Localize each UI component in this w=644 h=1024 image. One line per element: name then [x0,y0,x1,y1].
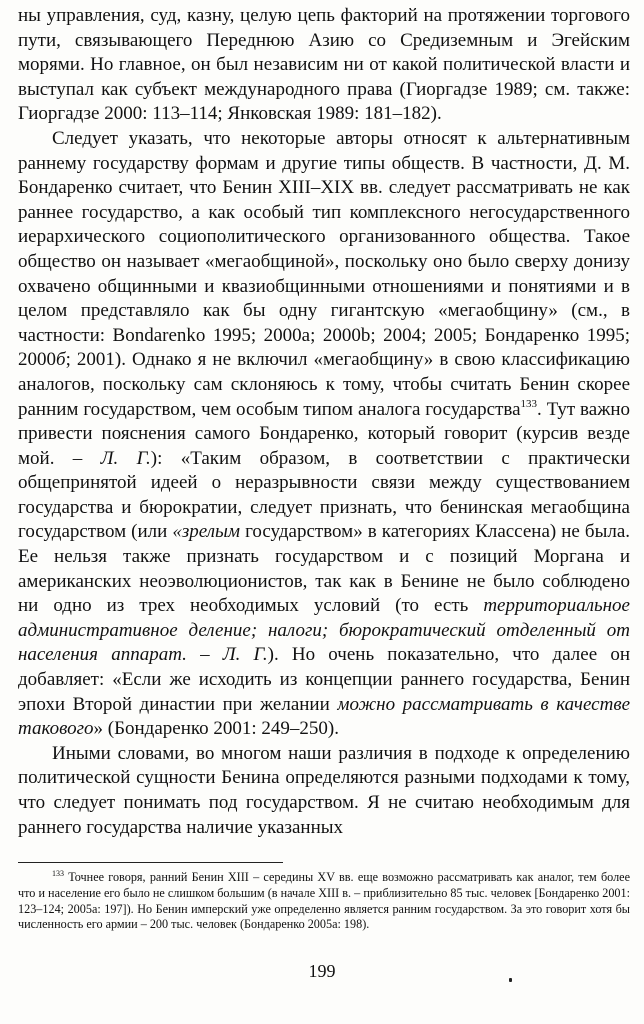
text-run: Следует указать, что некоторые авторы относят к альтернативным раннему государству формам и другие типы обществ. В частности, Д. М. Бондаренко считает, что Бенин XIII–XIX вв. следует рассматривать не как раннее государство, а как особый тип комплексного негосударственного иерархического социополитического организованного общества. Такое общество он называет «мегаобщиной», поскольку оно было сверху донизу охвачено общинными и квазиобщинными отношениями и понятиями и в целом представляло как бы одну гигантскую «мегаобщину» (см., в частности: Bondarenko 1995; 2000a; 2000b; 2004; 2005; Бондаренко 1995; 2000 [18,127,630,371]
text-run: государством» в категориях Классена) не была. Ее нельзя также признать государством и с позиций Моргана и американских неоэволюционистов, так как в Бенине не было соблюдено ни одно из трех необходимых условий (то есть [18,521,631,617]
italic-run: территориальное административное деление; налоги; бюрократический отделенный от населения аппарат. – Л. Г. [18,595,630,666]
footnote-reference: 133 [520,397,538,410]
text-run: Иными словами, во многом наши различия в подходе к определению политической сущности Бенина определяются разными подходами к тому, что следует понимать под государством. Я не считаю необходимым для раннего государства наличие указанных [18,742,630,838]
footnote-text: Точнее говоря, ранний Бенин XIII – середины XV вв. еще возможно рассматривать как аналог, тем более что и население его было не слишком большим (в начале XIII в. – приблизительно 85 тыс. человек [Бондаренко 2001: 123–124; 2005а: 197]). Но Бенин имперский уже определенно является ранним государством. За это говорит хотя бы численность его армии – 200 тыс. человек (Бондаренко 2005а: 198). [18,870,631,932]
text-run: ны управления, суд, казну, целую цепь факторий на протяжении торгового пути, связывающего Переднюю Азию со Средиземным и Эгейским морями. Но главное, он был независим ни от какой политической власти и выступал как субъект международного права (Гиоргадзе 1989; см. также: Гиоргадзе 2000: 113–114; Янковская 1989: 181–182). [18,5,630,125]
text-run: . Тут важно привести пояснения самого Бондаренко, который говорит (курсив везде мой. – [18,398,630,469]
italic-run: можно рассматривать в качестве такового [18,693,630,740]
italic-run: Л. Г. [100,447,151,469]
paragraph-benin [18,127,630,742]
text-run: ; 2001). Однако я не включил «мегаобщину» в свою классификацию аналогов, поскольку сам склоняюсь к тому, чтобы считать Бенин скорее ранним государством, чем особым типом аналога государства [18,349,630,420]
body-text [18,4,630,840]
footnote [18,870,630,933]
footnote-number: 133 [52,869,64,878]
text-run: » (Бондаренко 2001: 249–250). [93,718,340,740]
italic-run: б [56,349,66,371]
italic-run: «зрелым [172,521,241,543]
text-run: ): «Таким образом, в соответствии с практически общепринятой идеей о неразрывности связи между существованием государства и бюрократии, следует признать, что бенинская мегаобщина государством (или [18,447,630,543]
text-run: ). Но очень показательно, что далее он добавляет: «Если же исходить из концепции раннего государства, Бенин эпохи Второй династии при желании [18,644,630,715]
paragraph-continued [18,4,630,127]
footnote-divider [18,862,283,863]
paragraph-conclusion [18,742,630,840]
page-number: 199 [308,961,336,981]
scan-speck [509,978,512,982]
